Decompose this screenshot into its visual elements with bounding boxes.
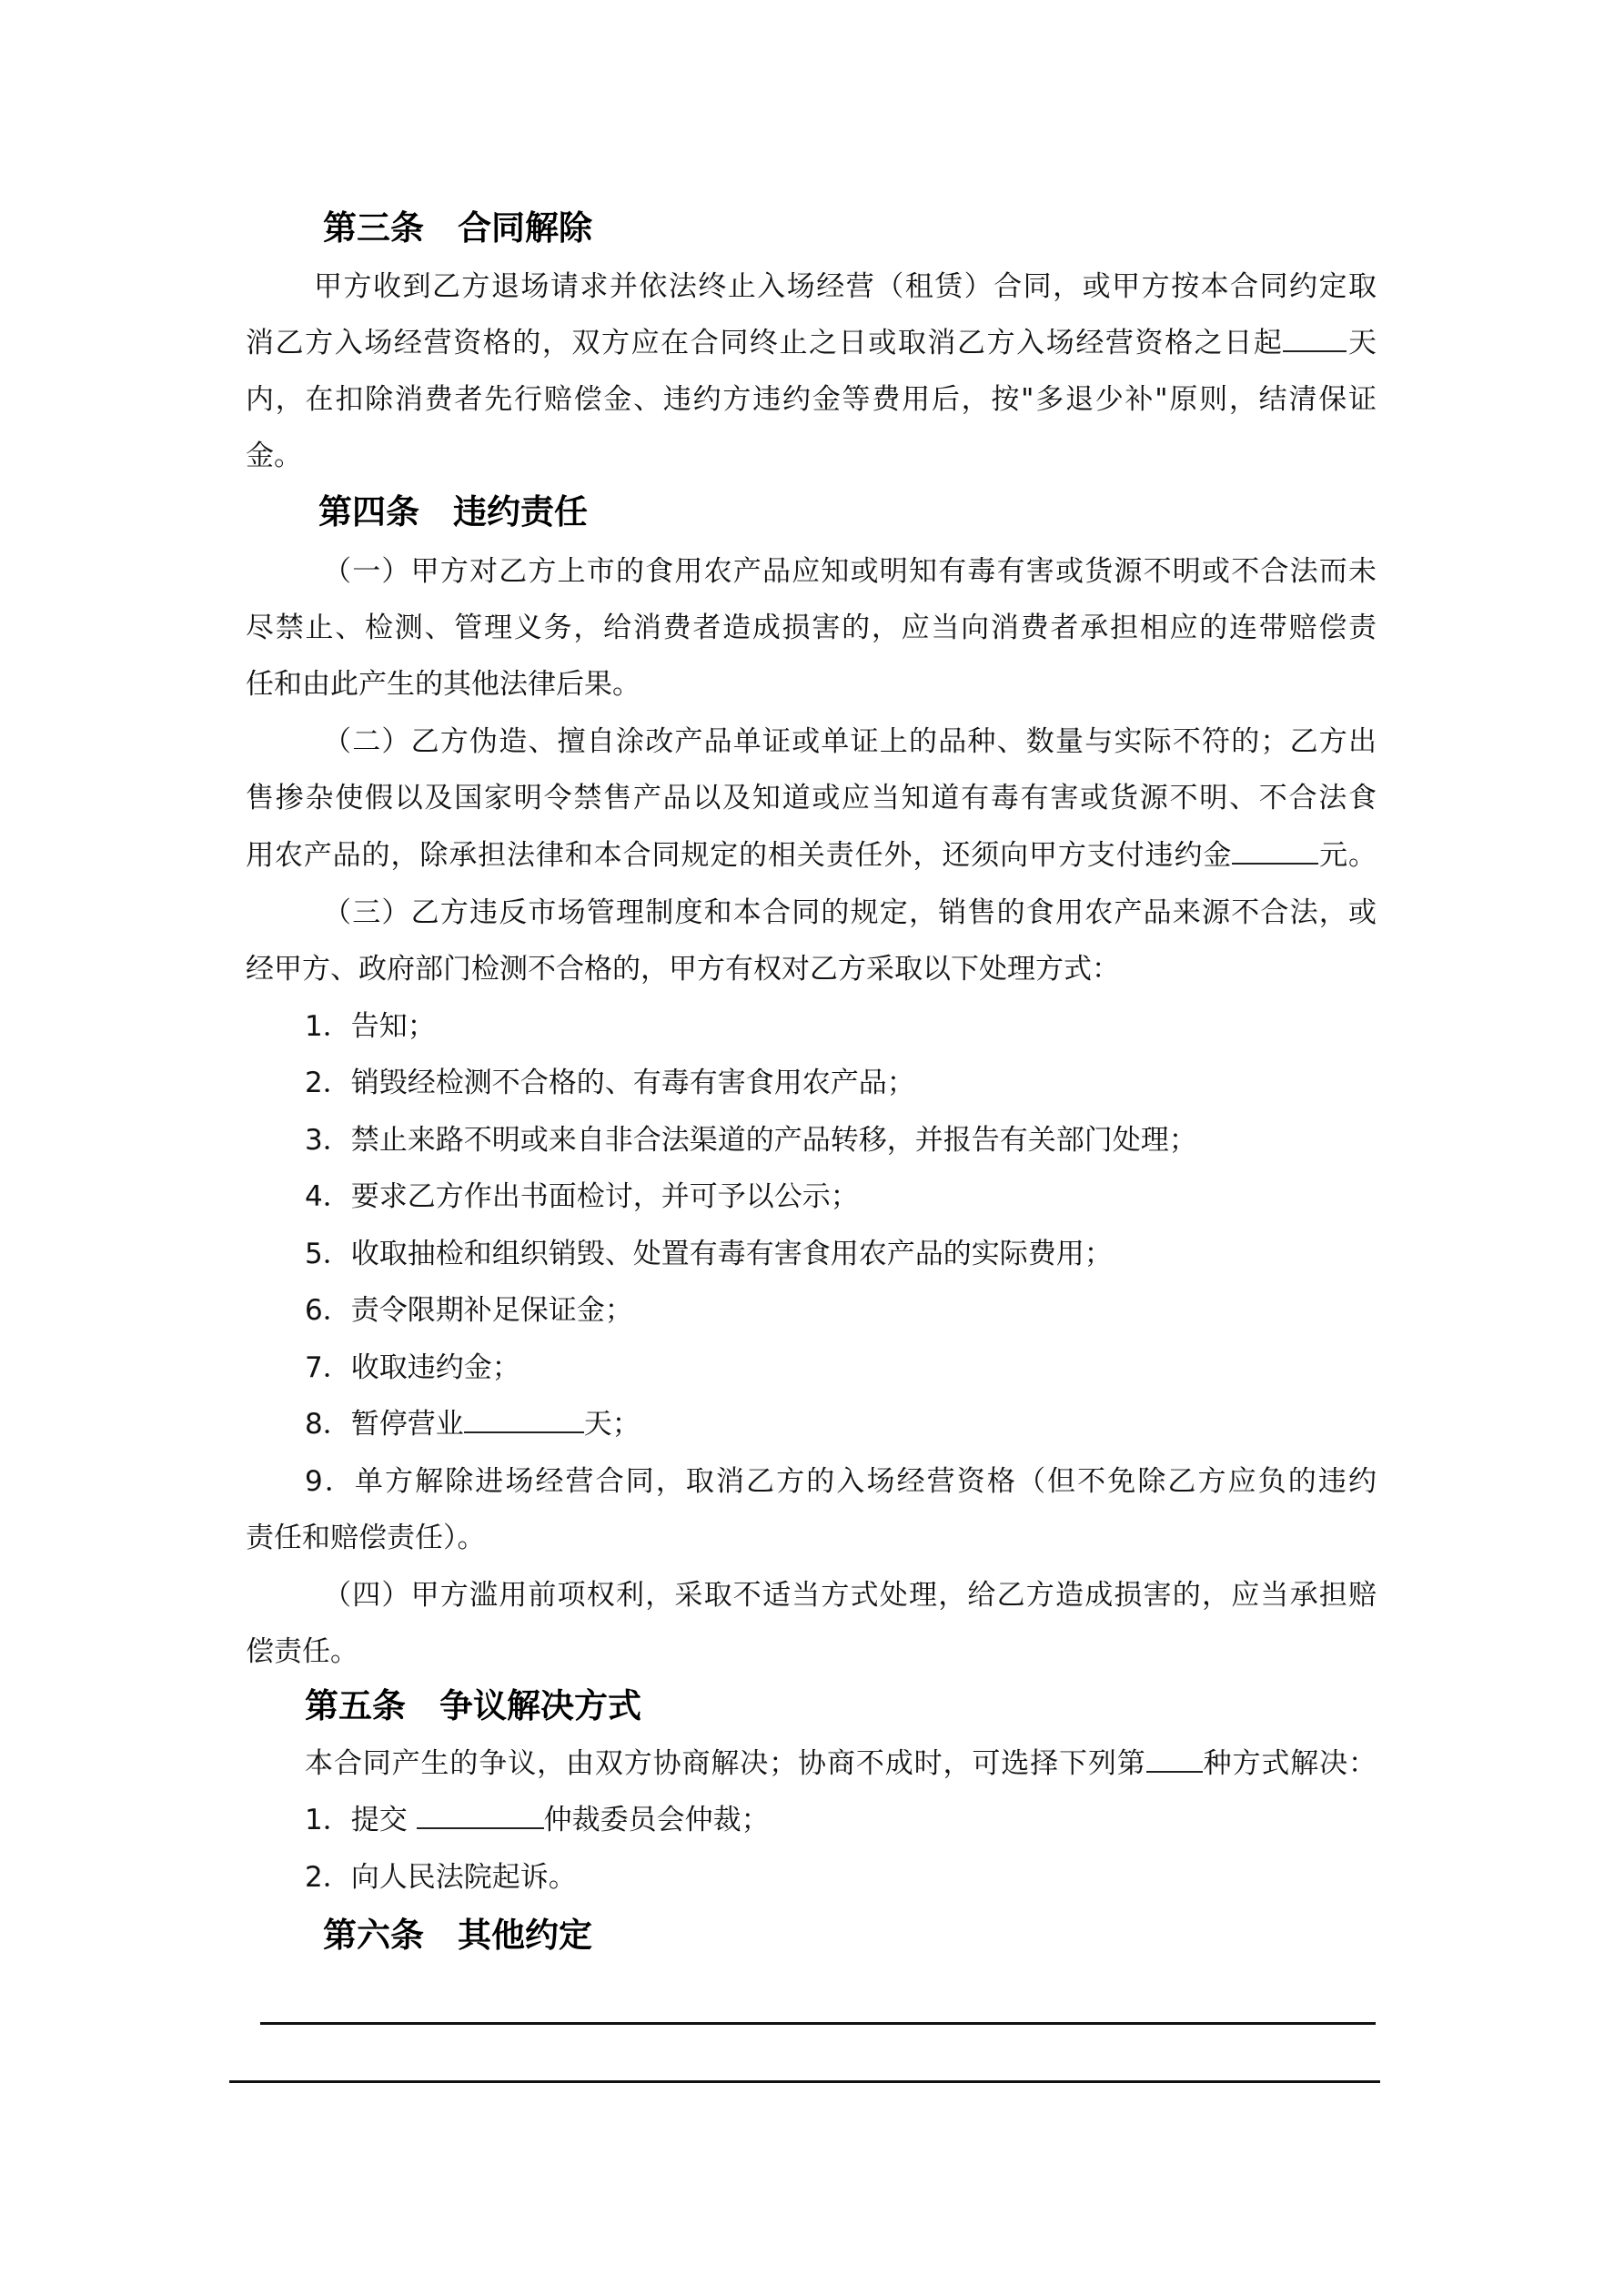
measure-item: 5．收取抽检和组织销毁、处置有毒有害食用农产品的实际费用； <box>305 1238 1113 1270</box>
clause-2-line: 售掺杂使假以及国家明令禁售产品以及知道或应当知道有毒有害或货源不明、不合法食 <box>246 782 1377 814</box>
article-3-heading: 第三条 合同解除 <box>323 208 592 248</box>
clause-3-line: （三）乙方违反市场管理制度和本合同的规定，销售的食用农产品来源不合法，或 <box>323 896 1377 929</box>
arbitration-commission-blank[interactable] <box>417 1826 544 1829</box>
article-3-text-line: 甲方收到乙方退场请求并依法终止入场经营（租赁）合同，或甲方按本合同约定取 <box>314 270 1377 303</box>
measure-item: 2．销毁经检测不合格的、有毒有害食用农产品； <box>305 1067 915 1099</box>
measure-item: 7．收取违约金； <box>305 1351 520 1384</box>
article-3-text-line: 内，在扣除消费者先行赔偿金、违约方违约金等费用后，按"多退少补"原则，结清保证 <box>246 383 1377 416</box>
article-3-text-line: 金。 <box>246 440 302 472</box>
penalty-amount-blank[interactable] <box>1232 862 1318 865</box>
clause-1-line: （一）甲方对乙方上市的食用农产品应知或明知有毒有害或货源不明或不合法而未 <box>323 555 1377 588</box>
clause-1-line: 尽禁止、检测、管理义务，给消费者造成损害的，应当向消费者承担相应的连带赔偿责 <box>246 612 1377 644</box>
other-terms-line[interactable] <box>260 2022 1376 2025</box>
dispute-option: 2．向人民法院起诉。 <box>305 1861 577 1894</box>
clause-1-line: 任和由此产生的其他法律后果。 <box>246 668 641 701</box>
suspension-days-blank[interactable] <box>464 1431 584 1433</box>
other-terms-line[interactable] <box>229 2080 1380 2083</box>
days-blank[interactable] <box>1283 349 1347 352</box>
clause-4-line: （四）甲方滥用前项权利，采取不适当方式处理，给乙方造成损害的，应当承担赔 <box>323 1579 1377 1612</box>
measure-item: 8．暂停营业 天； <box>305 1408 641 1441</box>
dispute-text: 本合同产生的争议，由双方协商解决；协商不成时，可选择下列第 种方式解决： <box>305 1747 1377 1780</box>
dispute-option: 1．提交 仲裁委员会仲裁； <box>305 1804 770 1836</box>
measure-item: 4．要求乙方作出书面检讨，并可予以公示； <box>305 1180 859 1213</box>
article-3-text-line: 消乙方入场经营资格的，双方应在合同终止之日或取消乙方入场经营资格之日起 天 <box>246 327 1377 359</box>
measure-item: 1．告知； <box>305 1010 436 1043</box>
article-6-heading: 第六条 其他约定 <box>323 1916 592 1955</box>
article-5-heading: 第五条 争议解决方式 <box>305 1686 641 1725</box>
option-number-blank[interactable] <box>1146 1770 1203 1773</box>
clause-3-line: 经甲方、政府部门检测不合格的，甲方有权对乙方采取以下处理方式： <box>246 953 1120 986</box>
clause-4-line: 偿责任。 <box>246 1635 358 1668</box>
measure-item: 9．单方解除进场经营合同，取消乙方的入场经营资格（但不免除乙方应负的违约 <box>305 1465 1377 1498</box>
measure-item: 3．禁止来路不明或来自非合法渠道的产品转移，并报告有关部门处理； <box>305 1124 1197 1157</box>
clause-2-line: （二）乙方伪造、擅自涂改产品单证或单证上的品种、数量与实际不符的；乙方出 <box>323 725 1377 758</box>
measure-item: 6．责令限期补足保证金； <box>305 1294 633 1327</box>
clause-2-line: 用农产品的，除承担法律和本合同规定的相关责任外，还须向甲方支付违约金 元。 <box>246 839 1377 872</box>
measure-item: 责任和赔偿责任）。 <box>246 1522 486 1554</box>
article-4-heading: 第四条 违约责任 <box>318 492 588 531</box>
